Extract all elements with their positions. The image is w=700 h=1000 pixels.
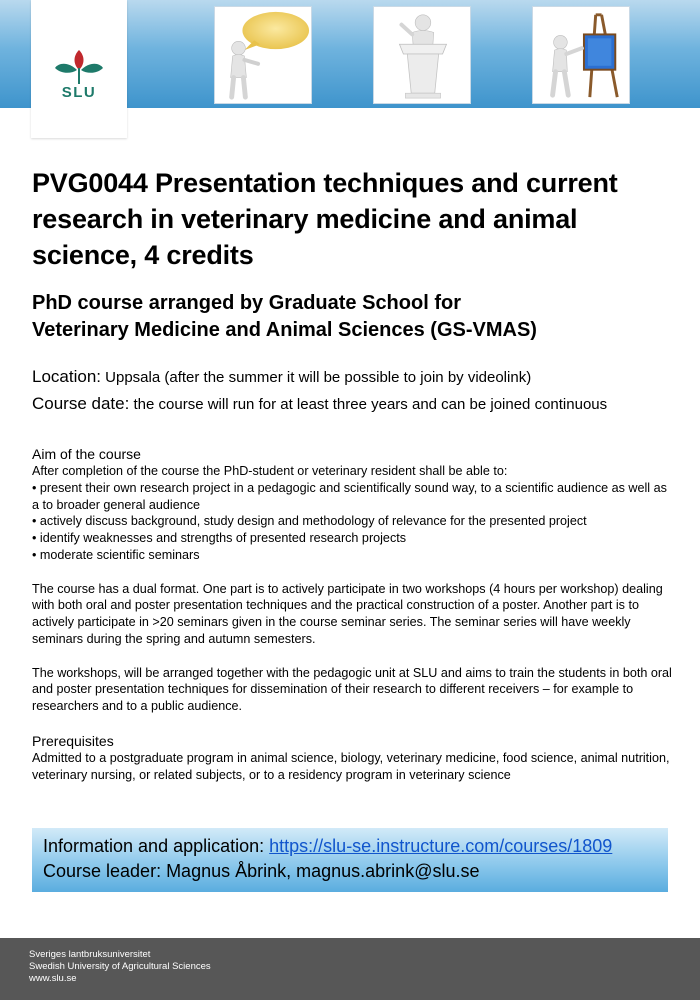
- speech-bubble-figure-icon: [215, 7, 311, 103]
- application-link[interactable]: https://slu-se.instructure.com/courses/1809: [269, 836, 613, 856]
- slu-logo: [31, 0, 127, 138]
- prerequisites-heading: Prerequisites: [32, 732, 114, 749]
- format-paragraph: The course has a dual format. One part is to actively participate in two workshops (4 hours per workshop) dealing with both oral and poster presentation techniques and the practical construction of a poster. Another part is to actively participate in >20 seminars given in the course seminar series. The seminar series will have weekly seminars during the spring and autumn semesters.: [32, 581, 663, 646]
- aim-bullet: • identify weaknesses and strengths of presented research projects: [32, 531, 407, 546]
- course-description: [32, 445, 672, 783]
- subtitle-line: PhD course arranged by Graduate School for: [32, 292, 461, 314]
- speech-bubble-figure-illustration: [214, 6, 312, 104]
- podium-figure-illustration: [373, 6, 471, 104]
- footer-line: Swedish University of Agricultural Sciences: [29, 961, 211, 972]
- info-label: Information and application:: [43, 836, 270, 856]
- easel-figure-illustration: [532, 6, 630, 104]
- course-date-value: the course will run for at least three years and can be joined continuous: [129, 396, 608, 413]
- footer-line: Sveriges lantbruksuniversitet: [29, 949, 151, 960]
- footer: [0, 938, 700, 1000]
- location-label: Location:: [32, 367, 101, 386]
- course-subtitle: [32, 290, 682, 344]
- aim-heading: Aim of the course: [32, 446, 141, 462]
- course-meta: [32, 364, 692, 418]
- footer-url: www.slu.se: [29, 973, 77, 984]
- easel-figure-icon: [533, 7, 629, 103]
- course-date-label: Course date:: [32, 394, 130, 413]
- subtitle-line: Veterinary Medicine and Animal Sciences (GS-VMAS): [32, 319, 537, 341]
- prerequisites-text: Admitted to a postgraduate program in animal science, biology, veterinary medicine, food science, animal nutrition, veterinary nursing, or related subjects, or to a residency program in veterinary science: [32, 750, 670, 782]
- info-row: [43, 834, 668, 859]
- aim-bullet: • present their own research project in a pedagogic and scientifically sound way, to a scientific audience as well as a to broader general audience: [32, 480, 667, 512]
- aim-bullet: • actively discuss background, study design and methodology of relevance for the presented project: [32, 514, 587, 529]
- workshops-paragraph: The workshops, will be arranged together with the pedagogic unit at SLU and aims to train the students in both oral and poster presentation techniques for dissemination of their research to different receivers – for example to researchers and to a public audience.: [32, 665, 672, 714]
- slu-leaf-logo-icon: [53, 46, 105, 86]
- aim-intro: After completion of the course the PhD-student or veterinary resident shall be able to:: [32, 464, 508, 478]
- course-leader: Course leader: Magnus Åbrink, magnus.abrink@slu.se: [43, 861, 480, 881]
- location-row: [32, 364, 692, 391]
- course-title: PVG0044 Presentation techniques and current research in veterinary medicine and animal science, 4 credits: [32, 168, 618, 270]
- aim-bullet: • moderate scientific seminars: [32, 547, 200, 562]
- course-date-row: [32, 391, 692, 418]
- info-box: [32, 828, 668, 892]
- location-value: Uppsala (after the summer it will be possible to join by videolink): [101, 369, 532, 386]
- podium-figure-icon: [374, 7, 470, 103]
- logo-text: SLU: [61, 84, 97, 101]
